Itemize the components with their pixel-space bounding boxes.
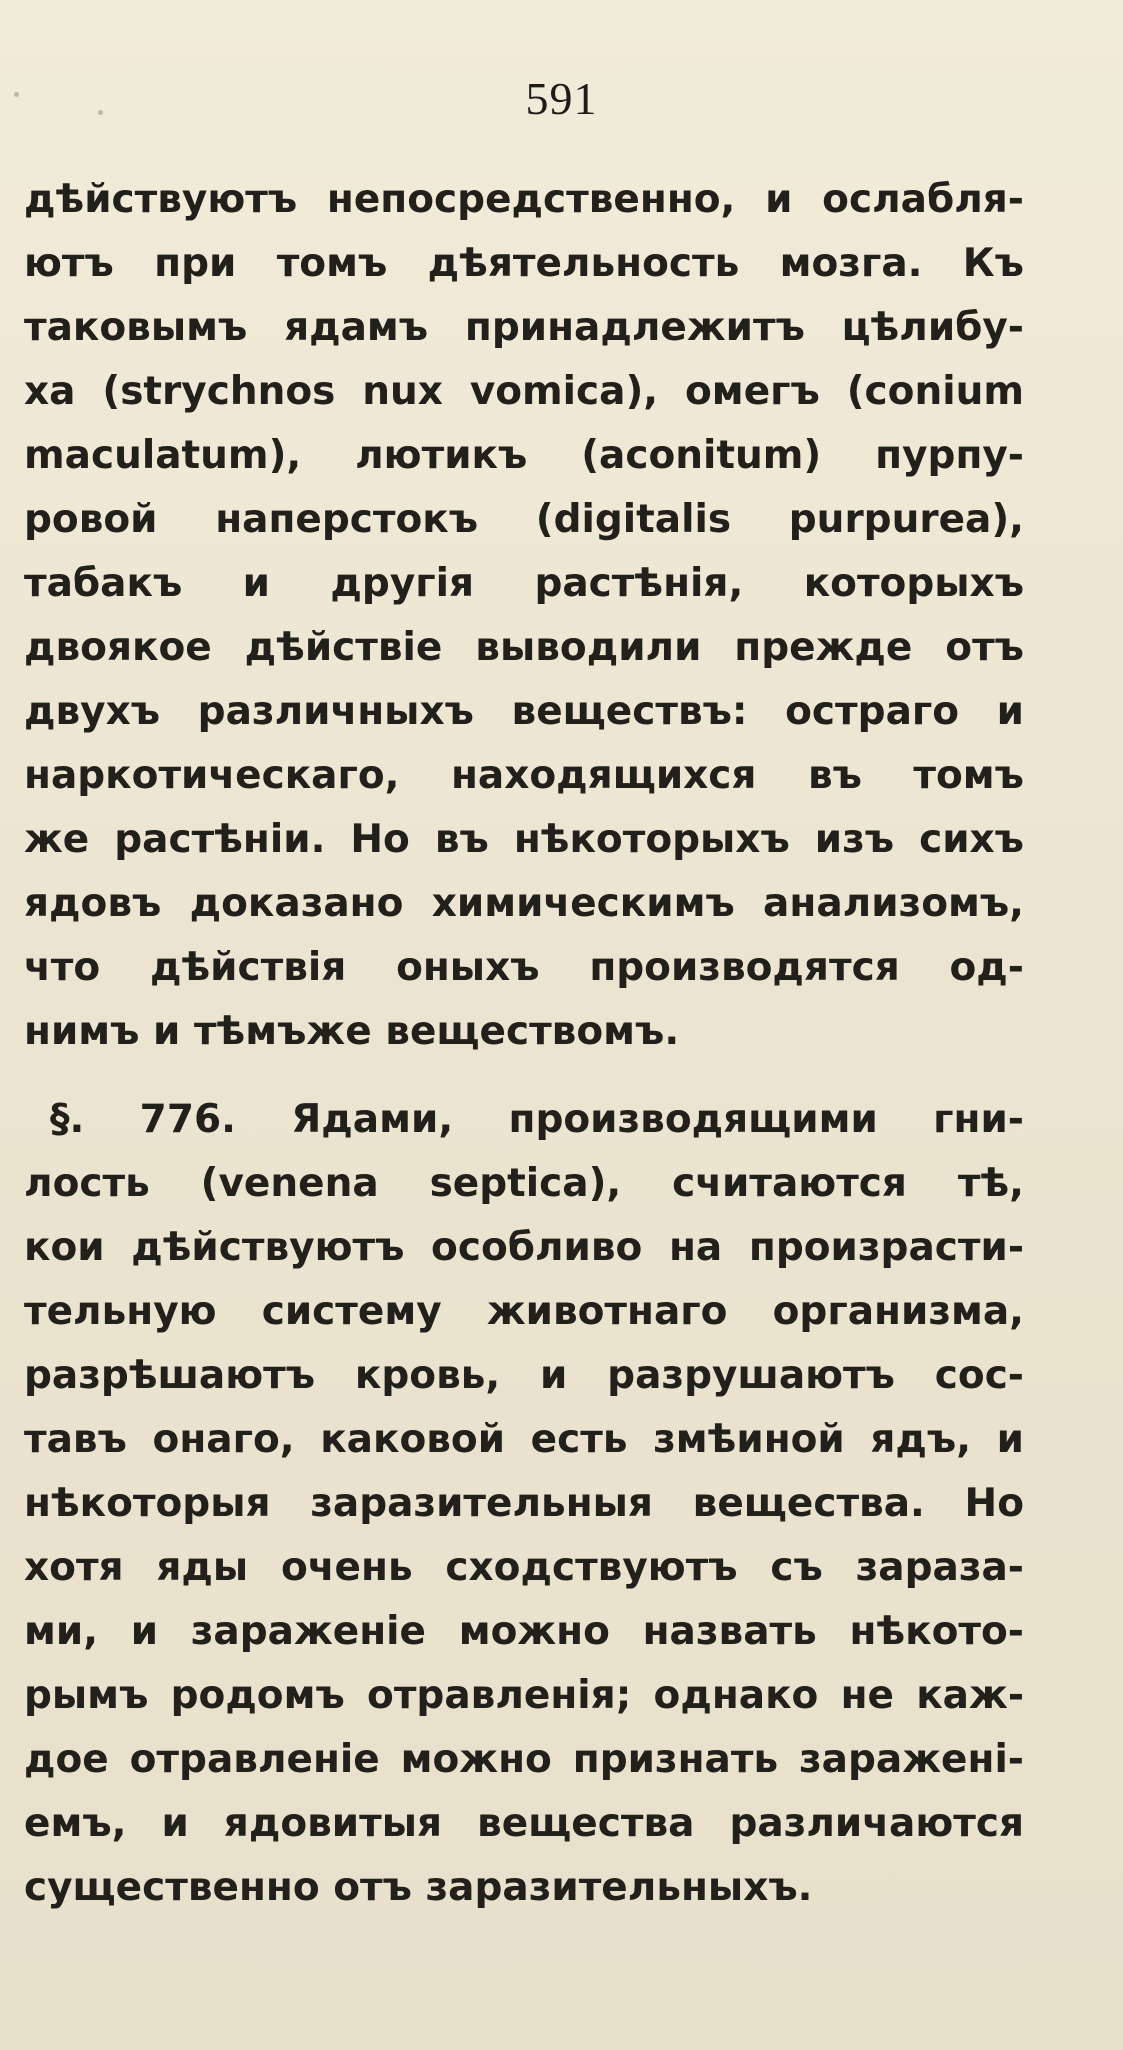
text-line: разрѣшаютъ кровь, и разрушаютъ сос- [24,1353,1024,1398]
text-line: рымъ родомъ отравленія; однако не каж- [24,1673,1024,1718]
paragraph-gap [24,1064,1024,1088]
text-line: лость (venena septica), считаются тѣ, [24,1161,1024,1206]
text-line: тельную систему животнаго организма, [24,1289,1024,1334]
text-line: двоякое дѣйствіе выводили прежде отъ [24,625,1024,670]
text-line: табакъ и другія растѣнія, которыхъ [24,561,1024,606]
text-line: что дѣйствія оныхъ производятся од- [24,945,1024,990]
text-line: емъ, и ядовитыя вещества различаются [24,1801,1024,1846]
text-line: хотя яды очень сходствуютъ съ зараза- [24,1545,1024,1590]
text-line: ютъ при томъ дѣятельность мозга. Къ [24,241,1024,286]
text-line: maculatum), лютикъ (aconitum) пурпу- [24,433,1024,478]
paragraph-2 [24,1088,1024,1920]
paragraph-1 [24,168,1024,1064]
text-line: нимъ и тѣмъже веществомъ. [24,1009,680,1054]
text-line: же растѣніи. Но въ нѣкоторыхъ изъ сихъ [24,817,1024,862]
text-line: ми, и зараженіе можно назвать нѣкото- [24,1609,1024,1654]
text-line: ядовъ доказано химическимъ анализомъ, [24,881,1024,926]
text-line: ровой наперстокъ (digitalis purpurea), [24,497,1024,542]
text-line: существенно отъ заразительныхъ. [24,1865,813,1910]
section-heading-line: §. 776. Ядами, производящими гни- [50,1097,1024,1142]
text-line: дое отравленіе можно признать заражені- [24,1737,1024,1782]
text-line: таковымъ ядамъ принадлежитъ цѣлибу- [24,305,1024,350]
text-line: дѣйствуютъ непосредственно, и ослабля- [24,177,1024,222]
text-line: ха (strychnos nux vomica), омегъ (conium [24,369,1024,414]
page-number: 591 [525,73,598,124]
text-line: наркотическаго, находящихся въ томъ [24,753,1024,798]
text-line: двухъ различныхъ веществъ: остраго и [24,689,1024,734]
text-line: тавъ онаго, каковой есть змѣиной ядъ, и [24,1417,1024,1462]
text-line: нѣкоторыя заразительныя вещества. Но [24,1481,1024,1526]
body-text [24,168,1024,1920]
text-line: кои дѣйствуютъ особливо на произрасти- [24,1225,1024,1270]
